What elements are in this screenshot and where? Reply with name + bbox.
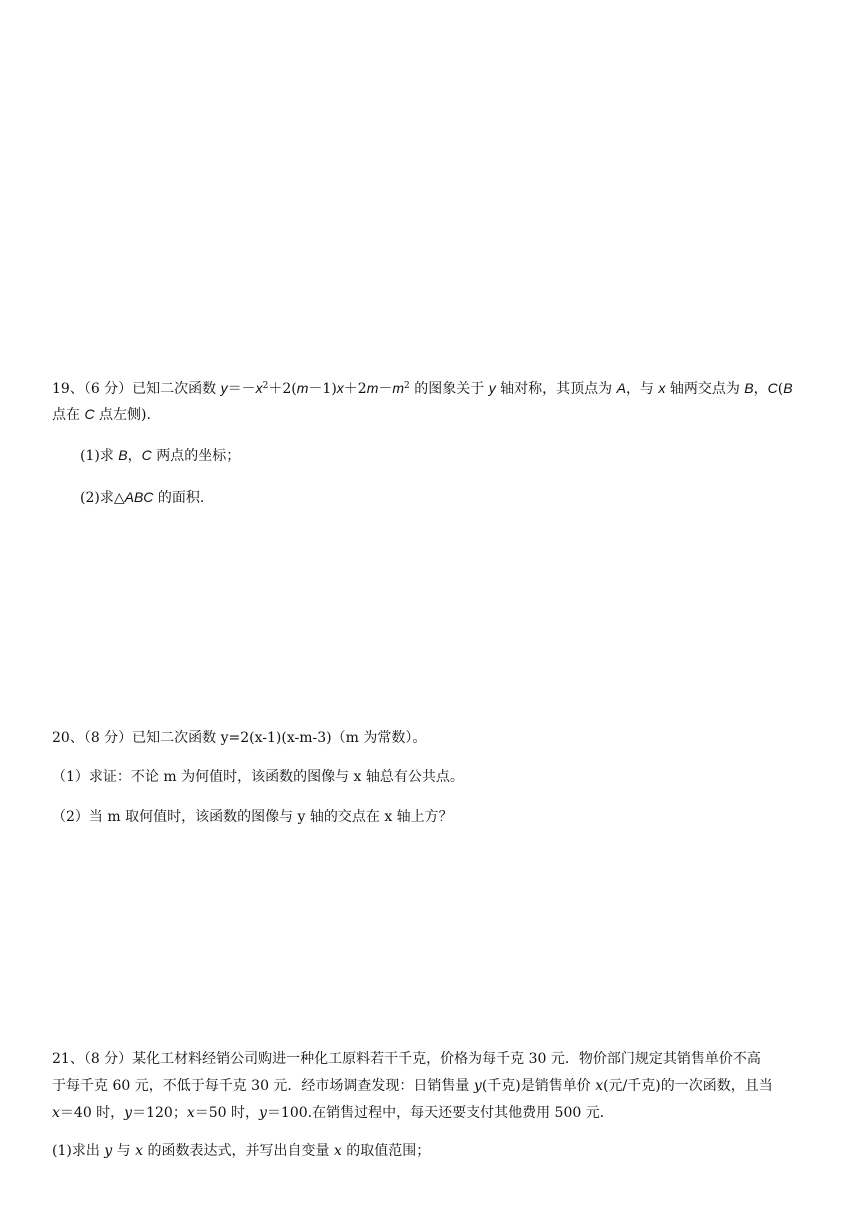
- q20-part-1: （1）求证：不论 m 为何值时，该函数的图像与 x 轴总有公共点。: [52, 769, 464, 785]
- q20-part-2: （2）当 m 取何值时，该函数的图像与 y 轴的交点在 x 轴上方？: [52, 809, 453, 825]
- q21-part-1: (1)求出 y 与 x 的函数表达式，并写出自变量 x 的取值范围；: [52, 1143, 431, 1159]
- q19-line-1: 19、（6 分）已知二次函数 $y=-x^2+2(m-1)x+2m-m^2$ 的图象关于 y 轴对称，其顶点为 A，与 x 轴两交点为 B，C(B: [52, 380, 793, 397]
- q19-part-2: (2)求△ABC 的面积.: [80, 489, 205, 506]
- q19-part-1: (1)求 B，C 两点的坐标；: [80, 447, 241, 464]
- q21-line-1: 21、（8 分）某化工材料经销公司购进一种化工原料若干千克，价格为每千克 30 元．物价部门规定其销售单价不高: [52, 1051, 761, 1067]
- q20-line-1: 20、（8 分）已知二次函数 y=2(x-1)(x-m-3)（m 为常数）。: [52, 730, 427, 746]
- q19-line-2: 点在 C 点左侧).: [52, 406, 151, 423]
- q21-line-2: 于每千克 60 元，不低于每千克 30 元．经市场调查发现：日销售量 y(千克)是销售单价 x(元/千克)的一次函数，且当: [52, 1078, 773, 1094]
- q21-line-3: x＝40 时，y＝120；x＝50 时，y＝100.在销售过程中，每天还要支付其他费用 500 元．: [52, 1105, 614, 1121]
